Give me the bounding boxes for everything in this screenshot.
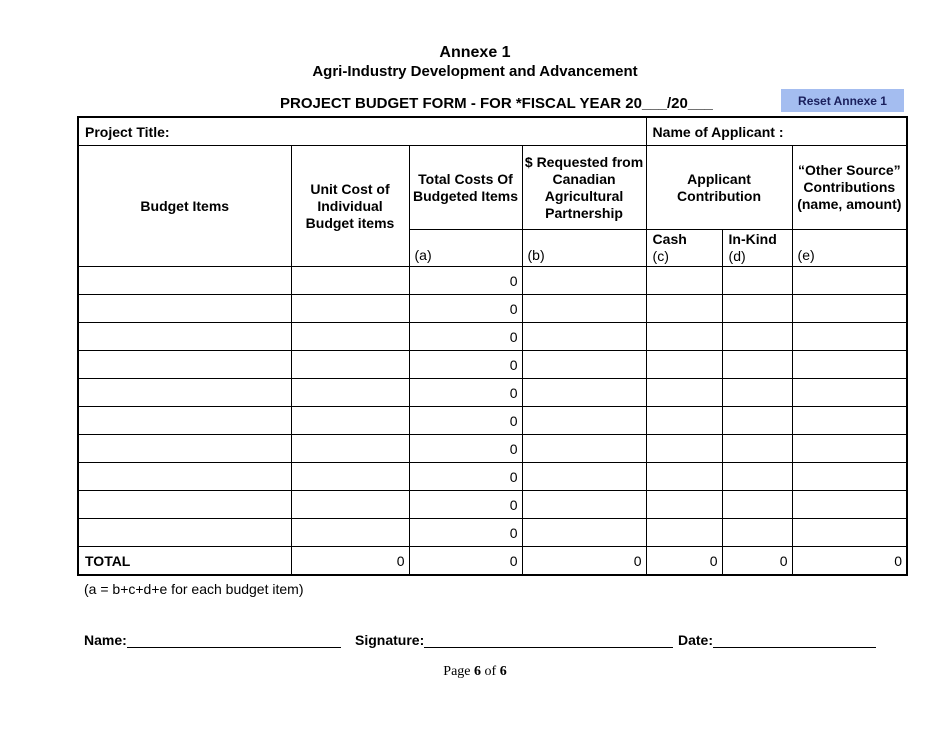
total-label: TOTAL: [78, 547, 291, 576]
other-source-cell[interactable]: [792, 435, 907, 463]
in-kind-cell[interactable]: [722, 463, 792, 491]
column-letter-b: (b): [522, 230, 646, 267]
in-kind-cell[interactable]: [722, 323, 792, 351]
other-source-cell[interactable]: [792, 267, 907, 295]
table-row: [78, 463, 907, 491]
total-row: [78, 547, 907, 576]
unit-cost-cell[interactable]: [291, 379, 409, 407]
program-title: Agri-Industry Development and Advancement: [312, 63, 638, 80]
requested-cell[interactable]: [522, 295, 646, 323]
column-letter-c: (c): [652, 248, 669, 264]
table-row: [78, 519, 907, 547]
table-row: [78, 407, 907, 435]
total-cost-cell: 0: [409, 379, 522, 407]
name-signature-field: [84, 632, 341, 648]
budget-item-cell[interactable]: [78, 295, 291, 323]
name-label: Name:: [84, 632, 127, 648]
cash-cell[interactable]: [646, 435, 722, 463]
budget-item-cell[interactable]: [78, 323, 291, 351]
annexe-title: Annexe 1: [439, 44, 511, 61]
total-cost-cell: 0: [409, 463, 522, 491]
other-source-cell[interactable]: [792, 407, 907, 435]
other-source-cell[interactable]: [792, 491, 907, 519]
requested-cell[interactable]: [522, 519, 646, 547]
requested-cell[interactable]: [522, 491, 646, 519]
in-kind-subheader: [722, 230, 792, 267]
budget-table: [77, 116, 908, 576]
in-kind-cell[interactable]: [722, 435, 792, 463]
date-field: [678, 632, 876, 648]
unit-cost-cell[interactable]: [291, 435, 409, 463]
table-row: [78, 295, 907, 323]
total-total-costs: 0: [409, 547, 522, 576]
unit-cost-header: Unit Cost of Individual Budget items: [291, 146, 409, 267]
in-kind-cell[interactable]: [722, 267, 792, 295]
cash-label: Cash: [652, 231, 687, 247]
other-source-cell[interactable]: [792, 519, 907, 547]
unit-cost-cell[interactable]: [291, 267, 409, 295]
budget-item-cell[interactable]: [78, 267, 291, 295]
page-prefix: Page: [443, 664, 471, 679]
date-label: Date:: [678, 632, 714, 648]
formula-note: (a = b+c+d+e for each budget item): [84, 581, 304, 597]
unit-cost-cell[interactable]: [291, 407, 409, 435]
page-number: [0, 664, 950, 680]
applicant-name-label: Name of Applicant :: [652, 123, 784, 140]
table-row: [78, 323, 907, 351]
total-cost-cell: 0: [409, 407, 522, 435]
total-cost-cell: 0: [409, 435, 522, 463]
cash-cell[interactable]: [646, 519, 722, 547]
cash-cell[interactable]: [646, 295, 722, 323]
other-source-cell[interactable]: [792, 295, 907, 323]
unit-cost-cell[interactable]: [291, 295, 409, 323]
budget-item-cell[interactable]: [78, 435, 291, 463]
reset-annexe-button[interactable]: Reset Annexe 1: [781, 89, 904, 112]
total-other: 0: [792, 547, 907, 576]
total-requested: 0: [522, 547, 646, 576]
in-kind-label: In-Kind: [728, 231, 777, 247]
cash-cell[interactable]: [646, 491, 722, 519]
requested-cell[interactable]: [522, 351, 646, 379]
cash-cell[interactable]: [646, 463, 722, 491]
column-letter-a: (a): [409, 230, 522, 267]
in-kind-cell[interactable]: [722, 407, 792, 435]
unit-cost-cell[interactable]: [291, 519, 409, 547]
in-kind-cell[interactable]: [722, 379, 792, 407]
unit-cost-cell[interactable]: [291, 463, 409, 491]
table-row: [78, 435, 907, 463]
column-letter-e: (e): [792, 230, 907, 267]
total-cost-cell: 0: [409, 491, 522, 519]
total-cost-cell: 0: [409, 267, 522, 295]
date-line[interactable]: [713, 633, 876, 648]
cash-subheader: [646, 230, 722, 267]
cash-cell[interactable]: [646, 407, 722, 435]
budget-items-header: Budget Items: [78, 146, 291, 267]
unit-cost-cell[interactable]: [291, 323, 409, 351]
other-source-cell[interactable]: [792, 379, 907, 407]
in-kind-cell[interactable]: [722, 519, 792, 547]
other-source-cell[interactable]: [792, 463, 907, 491]
cash-cell[interactable]: [646, 323, 722, 351]
name-line[interactable]: [127, 633, 341, 648]
requested-cell[interactable]: [522, 323, 646, 351]
project-title-field[interactable]: [78, 117, 646, 146]
in-kind-cell[interactable]: [722, 295, 792, 323]
budget-item-cell[interactable]: [78, 519, 291, 547]
applicant-name-field[interactable]: [646, 117, 907, 146]
budget-item-cell[interactable]: [78, 379, 291, 407]
cash-cell[interactable]: [646, 267, 722, 295]
budget-item-cell[interactable]: [78, 463, 291, 491]
in-kind-cell[interactable]: [722, 491, 792, 519]
total-cost-cell: 0: [409, 323, 522, 351]
budget-item-cell[interactable]: [78, 351, 291, 379]
in-kind-cell[interactable]: [722, 351, 792, 379]
unit-cost-cell[interactable]: [291, 351, 409, 379]
applicant-contribution-header: Applicant Contribution: [646, 146, 792, 230]
page-of: of: [484, 664, 497, 679]
page-current: 6: [474, 664, 482, 679]
signature-label: Signature:: [355, 632, 425, 648]
other-source-cell[interactable]: [792, 351, 907, 379]
requested-cell[interactable]: [522, 407, 646, 435]
requested-cell[interactable]: [522, 435, 646, 463]
project-title-label: Project Title:: [85, 123, 170, 140]
total-cash: 0: [646, 547, 722, 576]
signature-field: [355, 632, 673, 648]
requested-cell[interactable]: [522, 267, 646, 295]
total-cost-cell: 0: [409, 519, 522, 547]
budget-item-cell[interactable]: [78, 407, 291, 435]
requested-header: $ Requested from Canadian Agricultural Partnership: [522, 146, 646, 230]
table-row: [78, 267, 907, 295]
cash-cell[interactable]: [646, 379, 722, 407]
table-row: [78, 491, 907, 519]
total-cost-cell: 0: [409, 295, 522, 323]
table-row: [78, 379, 907, 407]
total-in-kind: 0: [722, 547, 792, 576]
form-title: PROJECT BUDGET FORM - FOR *FISCAL YEAR 20___/20___: [280, 95, 713, 112]
other-source-cell[interactable]: [792, 323, 907, 351]
signature-line[interactable]: [424, 633, 673, 648]
cash-cell[interactable]: [646, 351, 722, 379]
page-total: 6: [499, 664, 507, 679]
requested-cell[interactable]: [522, 463, 646, 491]
total-unit-cost: 0: [291, 547, 409, 576]
budget-item-cell[interactable]: [78, 491, 291, 519]
unit-cost-cell[interactable]: [291, 491, 409, 519]
total-cost-cell: 0: [409, 351, 522, 379]
table-row: [78, 351, 907, 379]
total-costs-header: Total Costs Of Budgeted Items: [409, 146, 522, 230]
column-letter-d: (d): [728, 248, 746, 264]
requested-cell[interactable]: [522, 379, 646, 407]
other-source-header: “Other Source” Contributions (name, amount): [792, 146, 907, 230]
